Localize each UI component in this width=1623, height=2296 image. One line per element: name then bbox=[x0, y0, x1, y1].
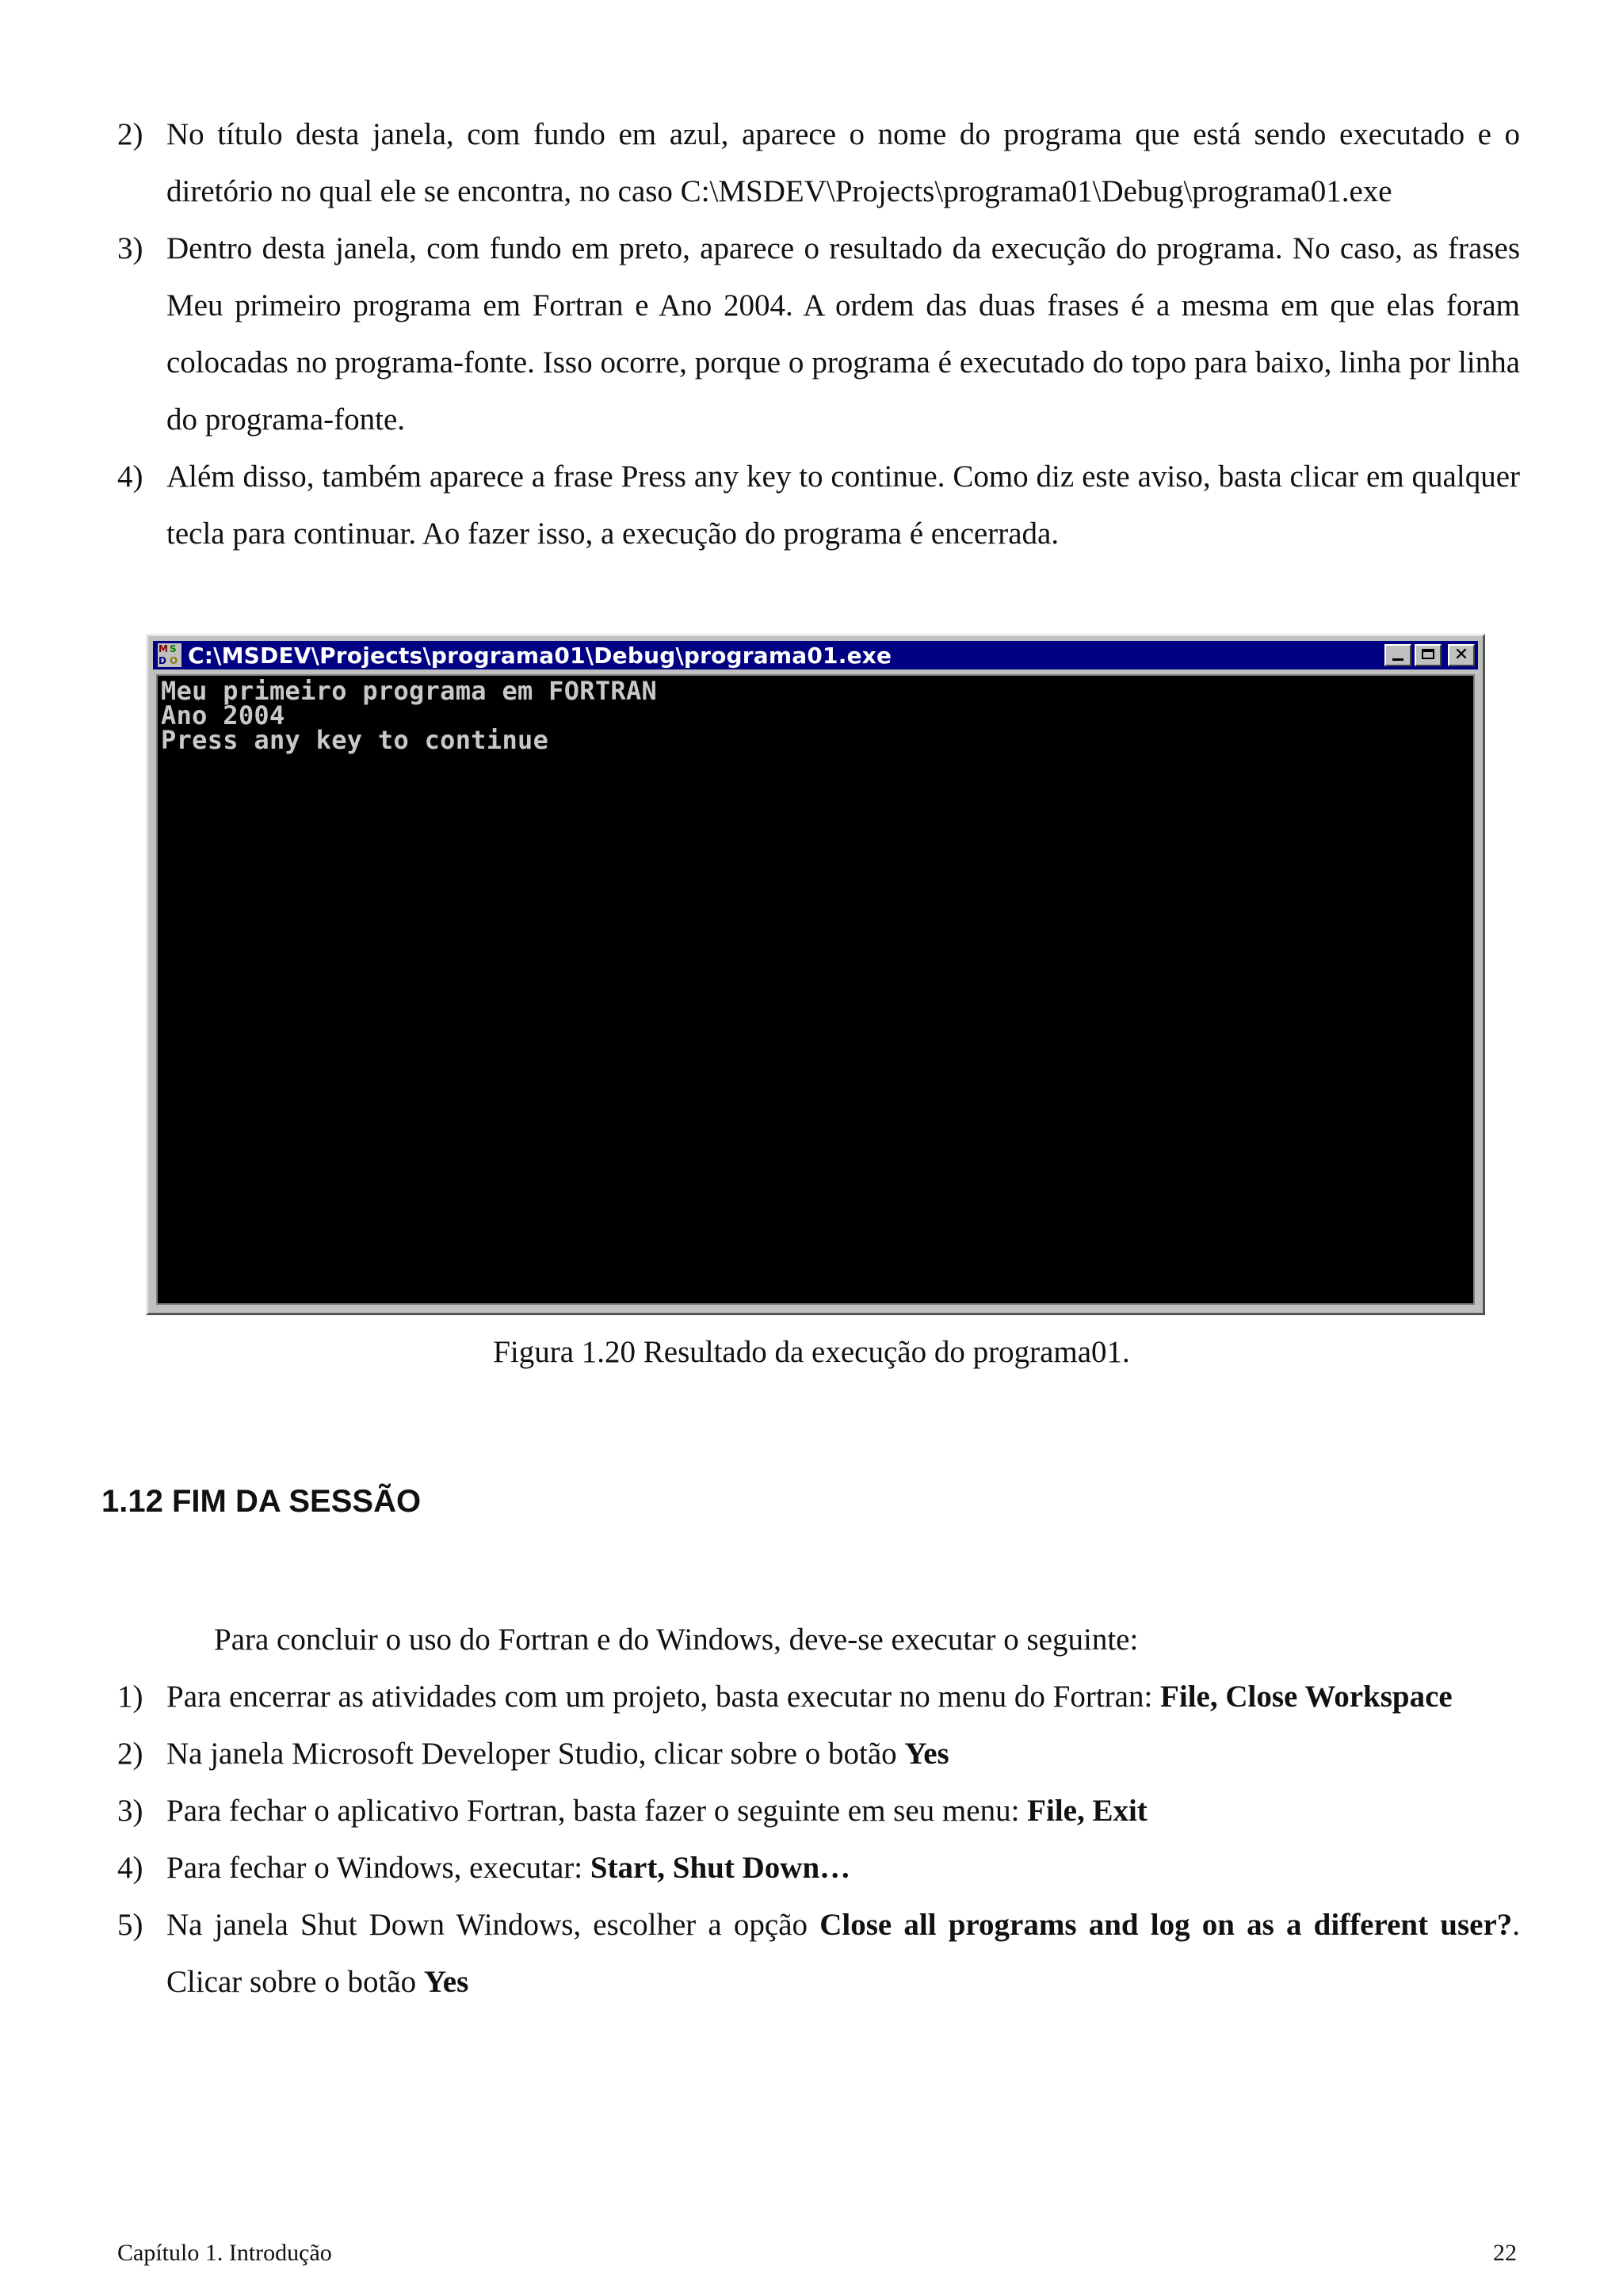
item-number: 4) bbox=[117, 460, 143, 494]
page-number: 22 bbox=[1493, 2240, 1517, 2266]
minimize-button[interactable] bbox=[1384, 644, 1411, 666]
icon-letter: D bbox=[158, 655, 166, 666]
item-number: 2) bbox=[117, 1737, 143, 1771]
list-item bbox=[117, 220, 1520, 448]
item-text: Na janela Microsoft Developer Studio, clicar sobre o botão bbox=[166, 1737, 905, 1771]
item-text: Para encerrar as atividades com um projeto, basta executar no menu do Fortran: bbox=[166, 1680, 1161, 1714]
footer-chapter: Capítulo 1. Introdução bbox=[117, 2240, 332, 2266]
list-item bbox=[117, 106, 1520, 220]
console-line: Ano 2004 bbox=[161, 700, 285, 730]
item-bold-text: Yes bbox=[423, 1965, 469, 1999]
list-item bbox=[117, 1726, 1520, 1783]
section-heading: 1.12 FIM DA SESSÃO bbox=[101, 1484, 422, 1519]
item-bold-text: Start, Shut Down… bbox=[590, 1851, 851, 1885]
instruction-list-bottom bbox=[117, 1669, 1520, 2011]
item-text: No título desta janela, com fundo em azul, aparece o nome do programa que está sendo executado e o diretório no qual ele se encontra, no caso C:\MSDEV\Projects\programa01\Debug\programa01.exe bbox=[166, 117, 1520, 208]
list-item bbox=[117, 448, 1520, 563]
item-text: Para fechar o Windows, executar: bbox=[166, 1851, 590, 1885]
section-intro: Para concluir o uso do Fortran e do Windows, deve-se executar o seguinte: bbox=[214, 1623, 1139, 1657]
item-bold-text: File, Exit bbox=[1027, 1794, 1148, 1828]
list-item bbox=[117, 1783, 1520, 1840]
item-bold-text: Yes bbox=[904, 1737, 949, 1771]
item-number: 2) bbox=[117, 117, 143, 151]
maximize-button[interactable] bbox=[1415, 644, 1442, 666]
window-title: C:\MSDEV\Projects\programa01\Debug\programa01.exe bbox=[188, 642, 892, 669]
item-number: 1) bbox=[117, 1680, 143, 1714]
list-item bbox=[117, 1840, 1520, 1897]
item-text: Dentro desta janela, com fundo em preto, aparece o resultado da execução do programa. No caso, as frases Meu primeiro programa em Fortran e Ano 2004. A ordem das duas frases é a mesma em que elas foram colocadas no programa-fonte. Isso ocorre, porque o programa é executado do topo para baixo, linha por linha do programa-fonte. bbox=[166, 231, 1520, 437]
item-text: Na janela Shut Down Windows, escolher a opção bbox=[166, 1908, 820, 1942]
console-output[interactable] bbox=[156, 674, 1475, 1305]
item-number: 3) bbox=[117, 1794, 143, 1828]
close-button[interactable]: ✕ bbox=[1448, 644, 1475, 666]
console-line: Press any key to continue bbox=[161, 725, 549, 755]
item-text-after: . Clicar sobre o botão bbox=[166, 1908, 1520, 1999]
item-bold-text: File, Close Workspace bbox=[1160, 1680, 1453, 1714]
msdos-app-icon bbox=[158, 643, 181, 667]
icon-letter: S bbox=[170, 643, 177, 654]
item-number: 5) bbox=[117, 1908, 143, 1942]
icon-letter: M bbox=[158, 643, 168, 654]
window-controls bbox=[1384, 644, 1475, 666]
window-titlebar[interactable] bbox=[153, 641, 1478, 669]
item-text: Além disso, também aparece a frase Press any key to continue. Como diz este aviso, basta clicar em qualquer tecla para continuar. Ao fazer isso, a execução do programa é encerrada. bbox=[166, 460, 1520, 551]
item-bold-text: Close all programs and log on as a different user? bbox=[819, 1908, 1513, 1942]
list-item bbox=[117, 1669, 1520, 1726]
list-item bbox=[117, 1897, 1520, 2011]
icon-letter: O bbox=[170, 655, 178, 666]
instruction-list-top bbox=[117, 106, 1520, 563]
figure-caption: Figura 1.20 Resultado da execução do programa01. bbox=[493, 1335, 1130, 1369]
console-line: Meu primeiro programa em FORTRAN bbox=[161, 676, 658, 706]
item-number: 3) bbox=[117, 231, 143, 265]
item-number: 4) bbox=[117, 1851, 143, 1885]
console-window-figure bbox=[146, 634, 1485, 1315]
item-text: Para fechar o aplicativo Fortran, basta fazer o seguinte em seu menu: bbox=[166, 1794, 1028, 1828]
